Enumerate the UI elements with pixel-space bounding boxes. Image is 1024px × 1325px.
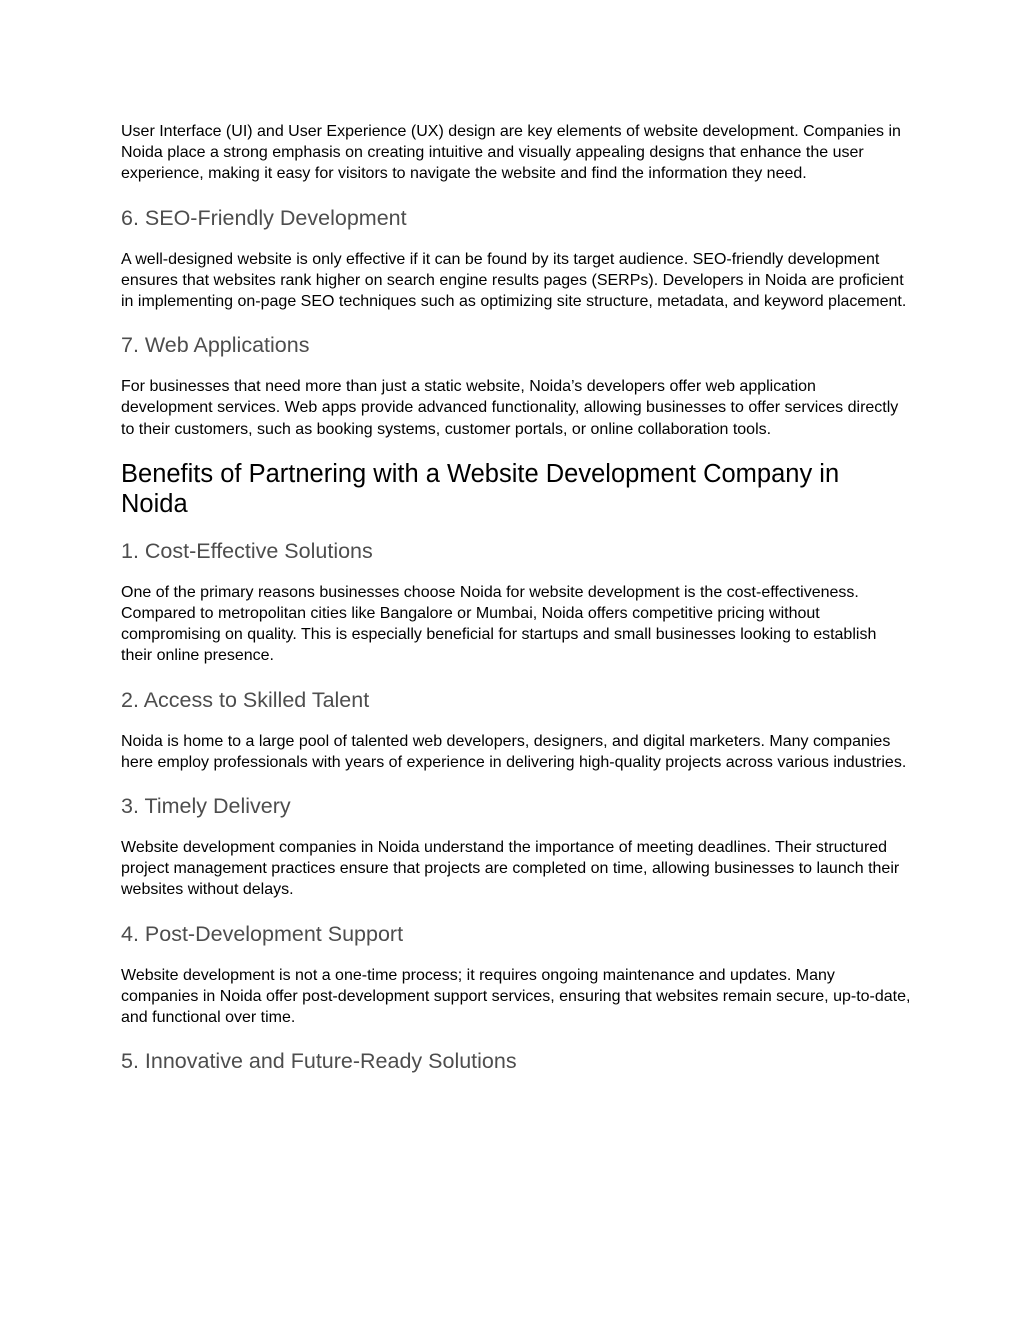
heading-post-development-support: 4. Post-Development Support [121, 921, 404, 946]
cost-effective-paragraph: One of the primary reasons businesses choose Noida for website development is the cost-effectiveness. Compared to metropolitan cities like Bangalore or Mumbai, Noida offers competitive pricing without compromising on quality. This is especially beneficial for startups and small businesses looking to establish their online presence. [121, 583, 877, 665]
heading-cost-effective-solutions: 1. Cost-Effective Solutions [121, 538, 373, 563]
section-title-benefits: Benefits of Partnering with a Website Development Company in Noida [121, 459, 840, 518]
heading-skilled-talent: 2. Access to Skilled Talent [121, 687, 370, 712]
timely-delivery-paragraph: Website development companies in Noida understand the importance of meeting deadlines. Their structured project management practices ensure that projects are completed on time, allowing businesses to launch their websites without delays. [121, 839, 900, 899]
post-development-paragraph: Website development is not a one-time process; it requires ongoing maintenance and updates. Many companies in Noida offer post-development support services, ensuring that websites remain secure, up-to-date, and functional over time. [121, 966, 911, 1027]
document-page [121, 121, 911, 1074]
ui-ux-paragraph: User Interface (UI) and User Experience (UX) design are key elements of website development. Companies in Noida place a strong emphasis on creating intuitive and visually appealing designs that enhance the user experience, making it easy for visitors to navigate the website and find the information they need. [121, 123, 901, 183]
heading-timely-delivery: 3. Timely Delivery [121, 794, 291, 819]
heading-seo-friendly-development: 6. SEO-Friendly Development [121, 205, 407, 230]
heading-web-applications: 7. Web Applications [121, 333, 310, 358]
heading-innovative-solutions: 5. Innovative and Future-Ready Solutions [121, 1049, 517, 1074]
seo-paragraph: A well-designed website is only effective if it can be found by its target audience. SEO-friendly development ensures that websites rank higher on search engine results pages (SERPs). Developers in Noida are proficient in implementing on-page SEO techniques such as optimizing site structure, metadata, and keyword placement. [121, 250, 907, 311]
skilled-talent-paragraph: Noida is home to a large pool of talented web developers, designers, and digital marketers. Many companies here employ professionals with years of experience in delivering high-quality projects across various industries. [121, 732, 907, 771]
web-applications-paragraph: For businesses that need more than just a static website, Noida’s developers offer web application development services. Web apps provide advanced functionality, allowing businesses to offer services directly to their customers, such as booking systems, customer portals, or online collaboration tools. [121, 378, 899, 438]
